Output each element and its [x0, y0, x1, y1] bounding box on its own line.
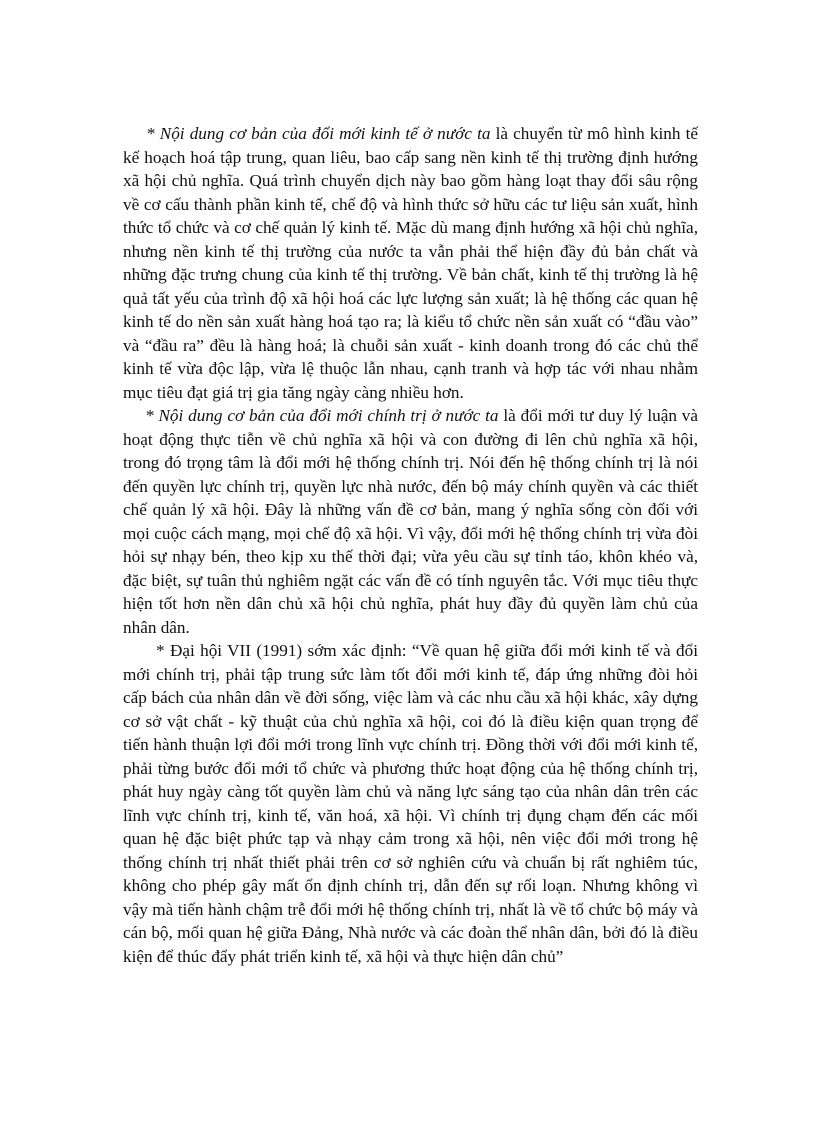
paragraph-economic-renewal: [123, 122, 698, 404]
paragraph-lead-political: * Nội dung cơ bản của đổi mới chính trị ở nước ta: [145, 406, 499, 425]
paragraph-congress-vii: [123, 639, 698, 968]
document-page: [123, 122, 698, 968]
paragraph-body-economic: là chuyển từ mô hình kinh tế kế hoạch hoá tập trung, quan liêu, bao cấp sang nền kinh tế thị trường định hướng xã hội chủ nghĩa. Quá trình chuyển dịch này bao gồm hàng loạt thay đổi sâu rộng về cơ cấu thành phần kinh tế, chế độ và hình thức sở hữu các tư liệu sản xuất, hình thức tổ chức và cơ chế quản lý kinh tế. Mặc dù mang định hướng xã hội chủ nghĩa, nhưng nền kinh tế thị trường của nước ta vẫn phải thể hiện đầy đủ bản chất và những đặc trưng chung của kinh tế thị trường. Về bản chất, kinh tế thị trường là hệ quả tất yếu của trình độ xã hội hoá các lực lượng sản xuất; là hệ thống các quan hệ kinh tế do nền sản xuất hàng hoá tạo ra; là kiểu tổ chức nền sản xuất có “đầu vào” và “đầu ra” đều là hàng hoá; là chuỗi sản xuất - kinh doanh trong đó các chủ thể kinh tế vừa độc lập, vừa lệ thuộc lẫn nhau, cạnh tranh và hợp tác với nhau nhằm mục tiêu đạt giá trị gia tăng ngày càng nhiều hơn.: [123, 124, 698, 402]
paragraph-body-congress: * Đại hội VII (1991) sớm xác định: “Về quan hệ giữa đổi mới kinh tế và đổi mới chính trị, phải tập trung sức làm tốt đổi mới kinh tế, đáp ứng những đòi hỏi cấp bách của nhân dân về đời sống, việc làm và các nhu cầu xã hội khác, xây dựng cơ sở vật chất - kỹ thuật của chủ nghĩa xã hội, coi đó là điều kiện quan trọng để tiến hành thuận lợi đổi mới trong lĩnh vực chính trị. Đồng thời với đổi mới kinh tế, phải từng bước đổi mới tổ chức và phương thức hoạt động của hệ thống chính trị, phát huy ngày càng tốt quyền làm chủ và năng lực sáng tạo của nhân dân trên các lĩnh vực chính trị, kinh tế, văn hoá, xã hội. Vì chính trị đụng chạm đến các mối quan hệ đặc biệt phức tạp và nhạy cảm trong xã hội, nên việc đổi mới trong hệ thống chính trị nhất thiết phải trên cơ sở nghiên cứu và chuẩn bị rất nghiêm túc, không cho phép gây mất ổn định chính trị, dẫn đến sự rối loạn. Nhưng không vì vậy mà tiến hành chậm trễ đổi mới hệ thống chính trị, nhất là về tổ chức bộ máy và cán bộ, mối quan hệ giữa Đảng, Nhà nước và các đoàn thể nhân dân, bởi đó là điều kiện để thúc đẩy phát triển kinh tế, xã hội và thực hiện dân chủ”: [123, 641, 698, 966]
paragraph-body-political: là đổi mới tư duy lý luận và hoạt động thực tiễn về chủ nghĩa xã hội và con đường đi lên chủ nghĩa xã hội, trong đó trọng tâm là đổi mới hệ thống chính trị. Nói đến hệ thống chính trị là nói đến quyền lực chính trị, quyền lực nhà nước, đến bộ máy chính quyền và các thiết chế quản lý xã hội. Đây là những vấn đề cơ bản, mang ý nghĩa sống còn đối với mọi cuộc cách mạng, mọi chế độ xã hội. Vì vậy, đổi mới hệ thống chính trị vừa đòi hỏi sự nhạy bén, theo kịp xu thế thời đại; vừa yêu cầu sự tỉnh táo, khôn khéo và, đặc biệt, sự tuân thủ nghiêm ngặt các vấn đề có tính nguyên tắc. Với mục tiêu thực hiện tốt hơn nền dân chủ xã hội chủ nghĩa, phát huy đầy đủ quyền làm chủ của nhân dân.: [123, 406, 699, 637]
paragraph-political-renewal: [123, 404, 698, 639]
paragraph-lead-economic: * Nội dung cơ bản của đổi mới kinh tế ở nước ta: [146, 124, 491, 143]
